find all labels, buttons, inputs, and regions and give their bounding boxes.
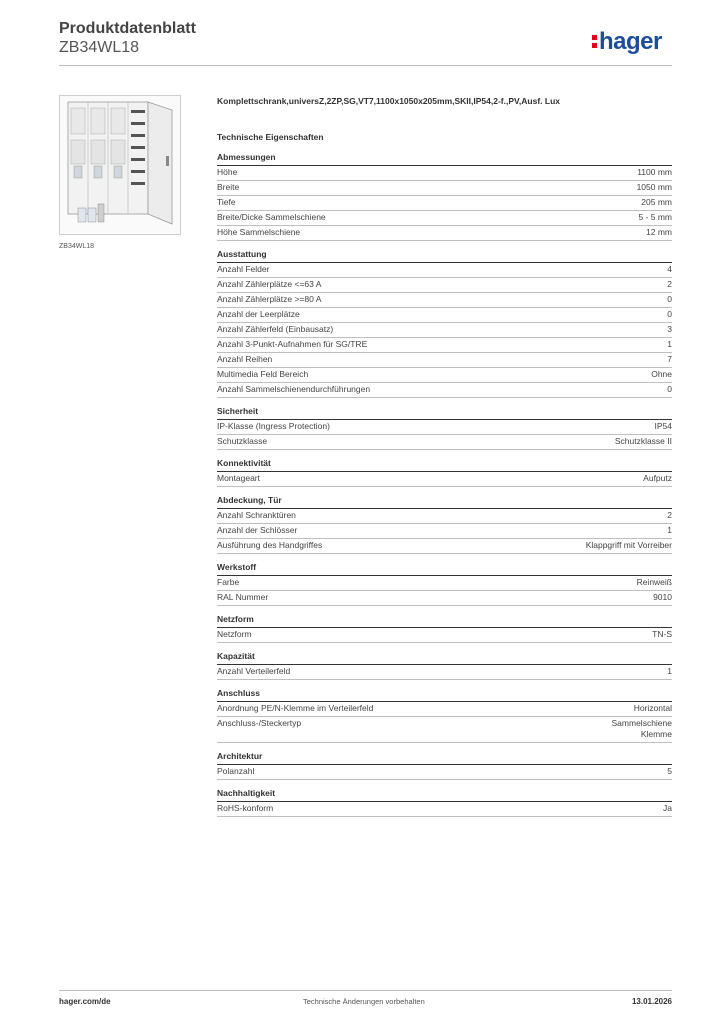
footer-date: 13.01.2026 — [631, 997, 672, 1006]
spec-value: 1100 mm — [637, 167, 672, 177]
spec-row — [217, 765, 672, 780]
header-divider — [59, 65, 672, 66]
spec-value: Sammelschiene Klemme — [611, 718, 672, 739]
spec-row — [217, 211, 672, 226]
spec-label: Anzahl Zählerplätze <=63 A — [217, 279, 322, 289]
spec-row — [217, 196, 672, 211]
spec-section — [217, 562, 672, 606]
product-name: Komplettschrank,universZ,2ZP,SG,VT7,1100x1050x205mm,SKII,IP54,2-f.,PV,Ausf. Lux — [217, 96, 560, 106]
spec-value: 5 - 5 mm — [638, 212, 672, 222]
spec-label: Farbe — [217, 577, 240, 587]
section-title: Netzform — [217, 614, 672, 628]
spec-label: Anzahl 3-Punkt-Aufnahmen für SG/TRE — [217, 339, 368, 349]
spec-row — [217, 293, 672, 308]
product-code: ZB34WL18 — [59, 39, 140, 56]
section-title: Abmessungen — [217, 152, 672, 166]
section-title: Architektur — [217, 751, 672, 765]
footer-divider — [59, 990, 672, 991]
spec-label: Anordnung PE/N-Klemme im Verteilerfeld — [217, 703, 374, 713]
spec-value: 0 — [667, 294, 672, 304]
section-title: Kapazität — [217, 651, 672, 665]
spec-row — [217, 226, 672, 241]
page-title: Produktdatenblatt — [59, 20, 196, 37]
spec-row — [217, 591, 672, 606]
spec-value: 5 — [667, 766, 672, 776]
spec-section — [217, 751, 672, 780]
spec-value: Ohne — [651, 369, 672, 379]
spec-value: IP54 — [654, 421, 672, 431]
footer-website-link[interactable]: hager.com/de — [59, 997, 111, 1006]
specifications — [217, 96, 672, 825]
spec-row — [217, 628, 672, 643]
section-title: Sicherheit — [217, 406, 672, 420]
spec-label: Netzform — [217, 629, 252, 639]
spec-label: Ausführung des Handgriffes — [217, 540, 323, 550]
spec-section — [217, 458, 672, 487]
spec-value: 1050 mm — [636, 182, 672, 192]
spec-row — [217, 353, 672, 368]
spec-value: 205 mm — [641, 197, 672, 207]
spec-section — [217, 788, 672, 817]
spec-label: Polanzahl — [217, 766, 255, 776]
spec-label: Schutzklasse — [217, 436, 268, 446]
spec-section — [217, 495, 672, 554]
spec-value: Ja — [663, 803, 672, 813]
spec-row — [217, 524, 672, 539]
spec-value: 0 — [667, 309, 672, 319]
spec-label: Anzahl Zählerfeld (Einbausatz) — [217, 324, 334, 334]
spec-row — [217, 509, 672, 524]
spec-row — [217, 383, 672, 398]
spec-row — [217, 308, 672, 323]
section-title: Abdeckung, Tür — [217, 495, 672, 509]
spec-label: Tiefe — [217, 197, 236, 207]
section-title: Werkstoff — [217, 562, 672, 576]
spec-section — [217, 651, 672, 680]
spec-value: 2 — [667, 279, 672, 289]
spec-value: 2 — [667, 510, 672, 520]
spec-label: Anzahl Schranktüren — [217, 510, 296, 520]
spec-row — [217, 717, 672, 743]
spec-value: 12 mm — [646, 227, 672, 237]
spec-value: TN-S — [652, 629, 672, 639]
spec-label: Anzahl Sammelschienendurchführungen — [217, 384, 371, 394]
spec-row — [217, 665, 672, 680]
product-image — [59, 95, 181, 235]
spec-label: Breite/Dicke Sammelschiene — [217, 212, 326, 222]
spec-section — [217, 614, 672, 643]
spec-label: Anzahl Verteilerfeld — [217, 666, 291, 676]
spec-label: RoHS-konform — [217, 803, 274, 813]
spec-section — [217, 406, 672, 450]
spec-sections — [217, 152, 672, 817]
spec-value: Horizontal — [633, 703, 672, 713]
spec-value: Schutzklasse II — [614, 436, 672, 446]
spec-row — [217, 338, 672, 353]
spec-row — [217, 435, 672, 450]
spec-label: Anzahl der Leerplätze — [217, 309, 300, 319]
spec-value: 0 — [667, 384, 672, 394]
spec-value: 3 — [667, 324, 672, 334]
footer-disclaimer: Technische Änderungen vorbehalten — [303, 997, 425, 1006]
spec-label: Anzahl Felder — [217, 264, 270, 274]
section-title: Ausstattung — [217, 249, 672, 263]
spec-row — [217, 181, 672, 196]
spec-row — [217, 166, 672, 181]
spec-value: Aufputz — [643, 473, 672, 483]
spec-section — [217, 688, 672, 743]
spec-row — [217, 539, 672, 554]
image-caption: ZB34WL18 — [59, 243, 95, 250]
spec-label: Montageart — [217, 473, 260, 483]
spec-value: Reinweiß — [636, 577, 672, 587]
spec-value: 7 — [667, 354, 672, 364]
spec-row — [217, 278, 672, 293]
spec-row — [217, 472, 672, 487]
spec-value: 4 — [667, 264, 672, 274]
section-title: Konnektivität — [217, 458, 672, 472]
spec-label: Anzahl Reihen — [217, 354, 273, 364]
spec-label: Höhe — [217, 167, 238, 177]
spec-row — [217, 576, 672, 591]
tech-properties-heading: Technische Eigenschaften — [217, 132, 324, 142]
spec-value: 9010 — [653, 592, 672, 602]
section-title: Anschluss — [217, 688, 672, 702]
spec-label: Anschluss-/Steckertyp — [217, 718, 302, 728]
spec-value: 1 — [667, 339, 672, 349]
spec-value: 1 — [667, 525, 672, 535]
logo-text: hager — [599, 28, 662, 55]
spec-row — [217, 802, 672, 817]
logo-dots-icon — [592, 34, 597, 48]
spec-row — [217, 323, 672, 338]
spec-row — [217, 263, 672, 278]
spec-label: RAL Nummer — [217, 592, 269, 602]
hager-logo — [592, 28, 662, 56]
spec-section — [217, 152, 672, 241]
spec-value: 1 — [667, 666, 672, 676]
section-title: Nachhaltigkeit — [217, 788, 672, 802]
spec-row — [217, 368, 672, 383]
spec-label: IP-Klasse (Ingress Protection) — [217, 421, 330, 431]
spec-row — [217, 420, 672, 435]
spec-label: Höhe Sammelschiene — [217, 227, 301, 237]
spec-label: Anzahl Zählerplätze >=80 A — [217, 294, 322, 304]
spec-row — [217, 702, 672, 717]
spec-label: Breite — [217, 182, 240, 192]
spec-label: Multimedia Feld Bereich — [217, 369, 309, 379]
cabinet-illustration-icon — [60, 96, 180, 234]
spec-label: Anzahl der Schlösser — [217, 525, 298, 535]
spec-section — [217, 249, 672, 398]
spec-value: Klappgriff mit Vorreiber — [585, 540, 672, 550]
